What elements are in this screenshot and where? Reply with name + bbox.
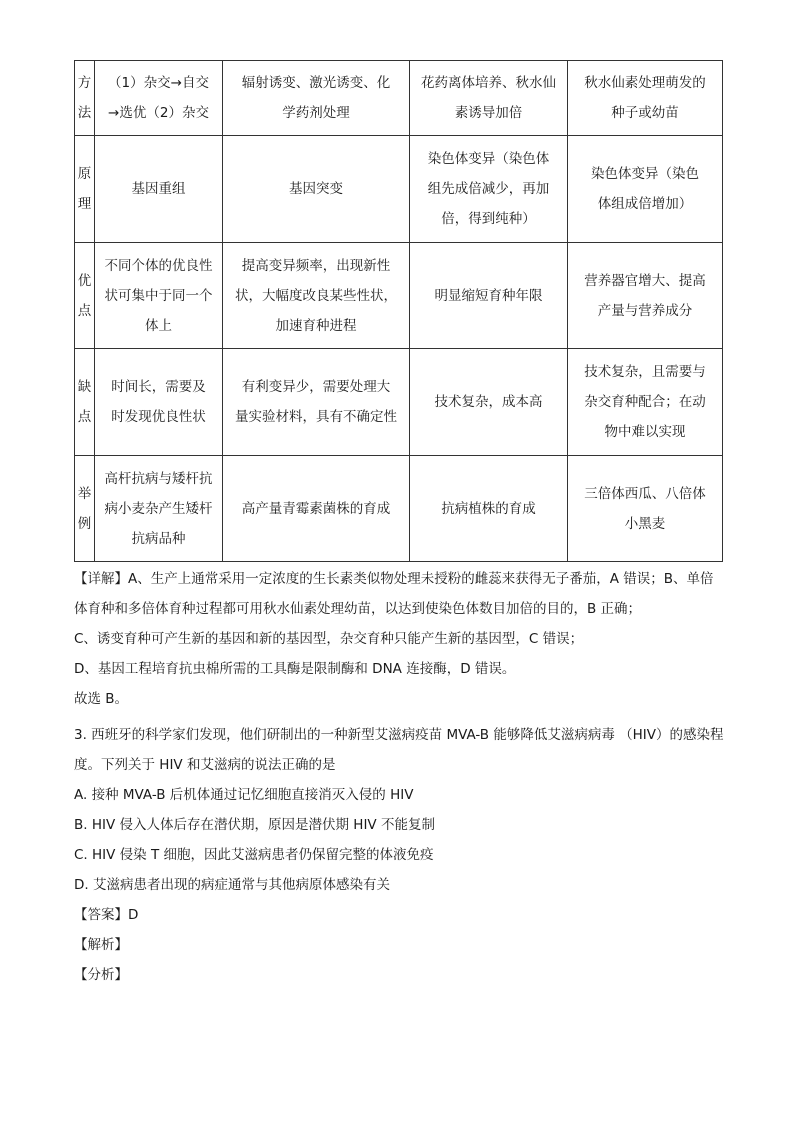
row-header-char: 缺	[77, 379, 92, 395]
row-header-disadvantage	[75, 349, 95, 456]
cell-method-mutation-breeding	[223, 61, 410, 136]
breakdown-label: 【分析】	[74, 967, 128, 983]
cell-line: 营养器官增大、提高	[584, 272, 706, 289]
cell-example-haploid-breeding	[410, 456, 568, 562]
row-header-advantage	[75, 243, 95, 349]
cell-line: 花药离体培养、秋水仙	[421, 75, 556, 91]
cell-line: →选优（2）杂交	[108, 105, 209, 121]
row-header-char: 点	[77, 409, 92, 425]
explanation-section	[74, 564, 724, 714]
option-a: A. 接种 MVA-B 后机体通过记忆细胞直接消灭入侵的 HIV	[74, 787, 414, 803]
cell-line: 学药剂处理	[282, 105, 350, 121]
answer-label: 【答案】D	[74, 907, 139, 923]
cell-disadvantage-mutation-breeding	[223, 349, 410, 456]
cell-line: 基因突变	[289, 181, 343, 197]
cell-line: 状可集中于同一个	[104, 287, 213, 304]
cell-advantage-haploid-breeding	[410, 243, 568, 349]
cell-disadvantage-haploid-breeding	[410, 349, 568, 456]
cell-line: 加速育种进程	[275, 317, 357, 334]
row-header-method	[75, 61, 95, 136]
cell-line: 提高变异频率，出现新性	[241, 257, 391, 274]
cell-line: 体组成倍增加）	[597, 196, 693, 212]
cell-line: 杂交育种配合；在动	[584, 394, 706, 410]
cell-line: 不同个体的优良性	[104, 257, 213, 274]
cell-line: 量实验材料，具有不确定性	[235, 409, 397, 425]
row-header-char: 方	[77, 75, 92, 91]
cell-line: 种子或幼苗	[611, 105, 679, 121]
cell-line: 组先成倍减少，再加	[427, 181, 550, 197]
explanation-para-2: C、诱变育种可产生新的基因和新的基因型，杂交育种只能产生新的基因型，C 错误；	[74, 631, 584, 647]
row-header-example	[75, 456, 95, 562]
cell-advantage-cross-breeding	[95, 243, 223, 349]
option-c: C. HIV 侵染 T 细胞，因此艾滋病患者仍保留完整的体液免疫	[74, 847, 434, 863]
cell-example-mutation-breeding	[223, 456, 410, 562]
question-3-stem: 3. 西班牙的科学家们发现，他们研制出的一种新型艾滋病疫苗 MVA-B 能够降低艾滋病病毒 （HIV）的感染程度。下列关于 HIV 和艾滋病的说法正确的是	[74, 727, 724, 773]
table-row-principle	[75, 136, 723, 243]
explanation-para-1: 【详解】A、生产上通常采用一定浓度的生长素类似物处理未授粉的雌蕊来获得无子番茄，A 错误；B、单倍体育种和多倍体育种过程都可用秋水仙素处理幼苗，以达到使染色体数目加倍的目的，B 正确；	[74, 571, 714, 617]
cell-principle-polyploid-breeding	[568, 136, 723, 243]
cell-example-polyploid-breeding	[568, 456, 723, 562]
cell-line: 明显缩短育种年限	[434, 287, 543, 304]
row-header-char: 原	[77, 166, 92, 182]
row-header-char: 举	[77, 485, 92, 502]
cell-method-cross-breeding	[95, 61, 223, 136]
row-header-principle	[75, 136, 95, 243]
cell-line: 辐射诱变、激光诱变、化	[241, 75, 391, 91]
analysis-label: 【解析】	[74, 937, 128, 953]
cell-disadvantage-cross-breeding	[95, 349, 223, 456]
cell-line: 秋水仙素处理萌发的	[584, 75, 706, 91]
cell-line: 高产量青霉素菌株的育成	[241, 500, 391, 517]
cell-line: 有利变异少，需要处理大	[241, 379, 391, 395]
cell-line: 染色体变异（染色体	[427, 151, 550, 167]
cell-advantage-polyploid-breeding	[568, 243, 723, 349]
table-row-advantage	[75, 243, 723, 349]
cell-line: 高杆抗病与矮杆抗	[104, 470, 213, 487]
cell-line: 时发现优良性状	[111, 409, 206, 425]
cell-principle-cross-breeding	[95, 136, 223, 243]
cell-line: 时间长，需要及	[111, 379, 206, 395]
cell-line: 三倍体西瓜、八倍体	[584, 485, 706, 502]
cell-line: 技术复杂，且需要与	[584, 364, 706, 380]
cell-line: 素诱导加倍	[454, 105, 523, 121]
row-header-char: 点	[77, 302, 92, 319]
option-b: B. HIV 侵入人体后存在潜伏期，原因是潜伏期 HIV 不能复制	[74, 817, 435, 833]
table-row-example	[75, 456, 723, 562]
cell-disadvantage-polyploid-breeding	[568, 349, 723, 456]
table-body	[75, 61, 723, 562]
row-header-char: 法	[77, 105, 92, 121]
cell-line: 产量与营养成分	[597, 302, 693, 319]
option-d: D. 艾滋病患者出现的病症通常与其他病原体感染有关	[74, 877, 390, 893]
cell-method-haploid-breeding	[410, 61, 568, 136]
cell-line: （1）杂交→自交	[108, 75, 209, 91]
cell-advantage-mutation-breeding	[223, 243, 410, 349]
cell-line: 基因重组	[131, 181, 186, 197]
row-header-char: 例	[77, 515, 92, 532]
row-header-char: 理	[77, 196, 92, 212]
cell-line: 病小麦杂产生矮杆	[104, 500, 213, 517]
cell-principle-mutation-breeding	[223, 136, 410, 243]
cell-example-cross-breeding	[95, 456, 223, 562]
cell-line: 小黑麦	[624, 515, 666, 532]
cell-principle-haploid-breeding	[410, 136, 568, 243]
question-3-section	[74, 720, 724, 990]
table-row-method	[75, 61, 723, 136]
cell-line: 状，大幅度改良某些性状，	[235, 287, 397, 304]
row-header-char: 优	[77, 272, 92, 289]
cell-line: 染色体变异（染色	[591, 166, 699, 182]
cell-line: 体上	[145, 317, 172, 334]
cell-method-polyploid-breeding	[568, 61, 723, 136]
explanation-para-3: D、基因工程培育抗虫棉所需的工具酶是限制酶和 DNA 连接酶，D 错误。	[74, 661, 516, 677]
cell-line: 物中难以实现	[604, 424, 686, 440]
cell-line: 倍，得到纯种）	[441, 211, 536, 227]
cell-line: 抗病品种	[131, 530, 186, 547]
table-row-disadvantage	[75, 349, 723, 456]
explanation-para-4: 故选 B。	[74, 691, 129, 707]
cell-line: 技术复杂，成本高	[434, 394, 543, 410]
cell-line: 抗病植株的育成	[441, 500, 536, 517]
breeding-methods-table	[74, 60, 723, 562]
